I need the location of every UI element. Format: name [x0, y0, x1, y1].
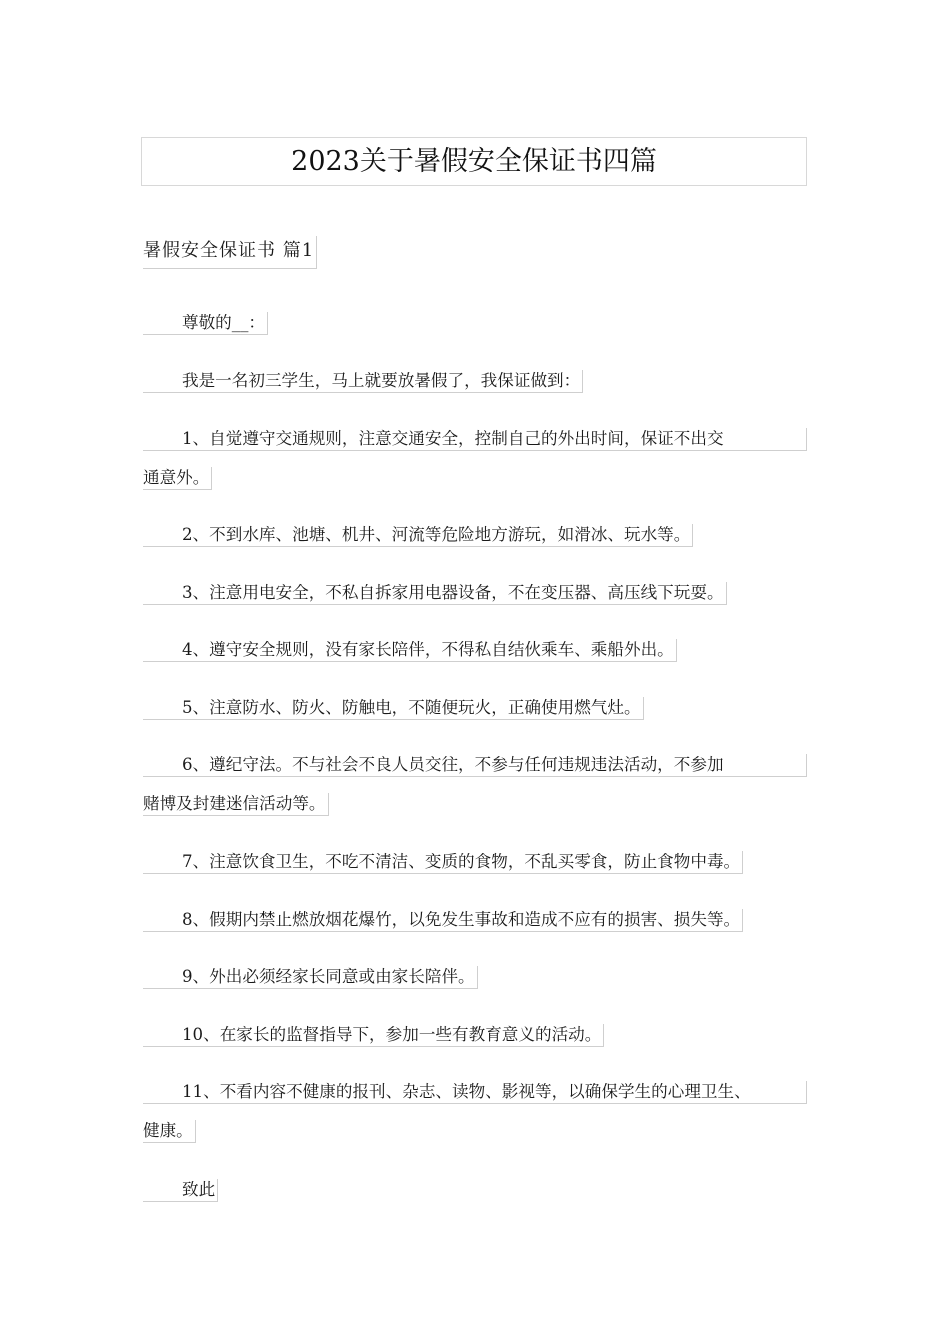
salutation-text: 尊敬的__：	[143, 312, 268, 335]
closing-text: 致此	[143, 1179, 218, 1202]
list-item-7-text: 7、注意饮食卫生，不吃不清洁、变质的食物，不乱买零食，防止食物中毒。	[143, 851, 743, 874]
list-item-6-line-1: 6、遵纪守法。不与社会不良人员交往，不参与任何违规违法活动，不参加	[143, 754, 807, 777]
list-item-9-text: 9、外出必须经家长同意或由家长陪伴。	[143, 966, 478, 989]
list-item-2-text: 2、不到水库、池塘、机井、河流等危险地方游玩，如滑冰、玩水等。	[143, 524, 693, 547]
document-title: 2023关于暑假安全保证书四篇	[141, 137, 807, 186]
list-item-10-text: 10、在家长的监督指导下，参加一些有教育意义的活动。	[143, 1024, 604, 1047]
intro-text: 我是一名初三学生，马上就要放暑假了，我保证做到：	[143, 370, 583, 393]
list-item-8-text: 8、假期内禁止燃放烟花爆竹，以免发生事故和造成不应有的损害、损失等。	[143, 909, 743, 932]
section-heading: 暑假安全保证书 篇1	[143, 236, 317, 269]
list-item-3-text: 3、注意用电安全，不私自拆家用电器设备，不在变压器、高压线下玩耍。	[143, 582, 727, 605]
list-item-6-line-2: 赌博及封建迷信活动等。	[143, 793, 329, 816]
list-item-11-line-2: 健康。	[143, 1120, 196, 1143]
list-item-1-line-1: 1、自觉遵守交通规则，注意交通安全，控制自己的外出时间，保证不出交	[143, 428, 807, 451]
list-item-1-line-2: 通意外。	[143, 467, 212, 490]
list-item-5-text: 5、注意防水、防火、防触电，不随便玩火，正确使用燃气灶。	[143, 697, 644, 720]
list-item-11-line-1: 11、不看内容不健康的报刊、杂志、读物、影视等，以确保学生的心理卫生、	[143, 1081, 807, 1104]
list-item-4-text: 4、遵守安全规则，没有家长陪伴，不得私自结伙乘车、乘船外出。	[143, 639, 677, 662]
